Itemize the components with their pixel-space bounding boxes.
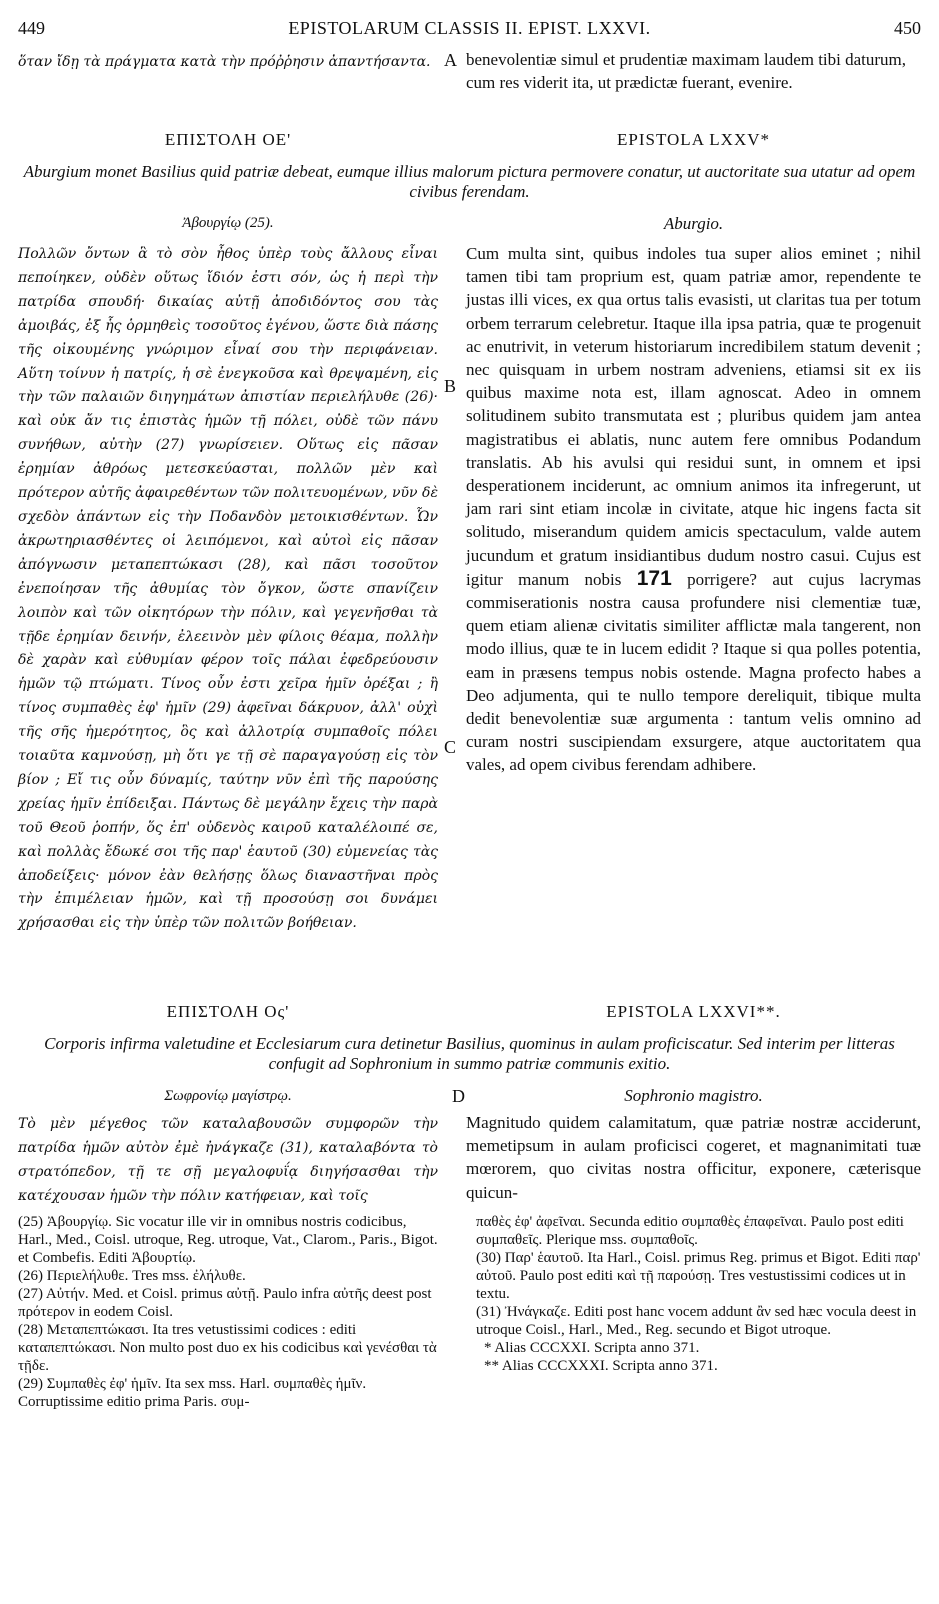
margin-marker-c: C [444, 737, 457, 757]
latin-continuation: benevolentiæ simul et prudentiæ maximam laudem tibi daturum, cum res viderit ita, ut prædictæ fuerant, evenire. [466, 50, 907, 93]
margin-marker-a: A [444, 50, 457, 70]
greek-text-76: Τὸ μὲν μέγεθος τῶν καταλαβουσῶν συμφορῶν τὴν πατρίδα ἡμῶν αὐτὸν ἐμὲ ἠνάγκαζε (31), καταλαβόντα τὸ στρατόπεδον, τῇ τε σῇ μεγαλοφυΐᾳ διηγήσασθαι τὴν κατέχουσαν ἡμῶν τὴν πόλιν κατήφειαν, καὶ τοῖς [18, 1116, 438, 1204]
greek-text-75: Πολλῶν ὄντων ἃ τὸ σὸν ἦθος ὑπὲρ τοὺς ἄλλους εἶναι πεποίηκεν, οὐδὲν οὕτως ἴδιόν ἐστι σόν, ὡς ἡ περὶ τὴν πατρίδα σπουδή· δικαίας αὐτῇ ἀποδιδόντος σου τὰς ἀμοιβάς, ἐξ ἧς ὁρμηθεὶς τοσοῦτος ἐγένου, ὥστε διὰ πάσης τῆς οἰκουμένης γνώριμον εἶναί σου τὴν περιφάνειαν. Αὕτη τοίνυν ἡ πατρίς, ἡ σὲ ἐνεγκοῦσα καὶ θρεψαμένη, εἰς τὴν τῶν παλαιῶν διηγημάτων ἀπιστίαν περιελήλυθε (26)· καὶ οὐκ ἄν τις ἐπιστὰς ἡμῶν τῇ πόλει, οὐδὲ τῶν πάνυ συνήθων, αὐτὴν (27) γνωρίσειεν. Οὕτως εἰς πᾶσαν ἐρημίαν ἀθρόως μετεσκεύασται, πολλῶν μὲν καὶ πρότερον αὐτῆς ἀφαιρεθέντων τῶν πολιτευομένων, νῦν δὲ σχεδὸν ἁπάντων εἰς τὴν Ποδανδὸν μετοικισθέντων. Ὧν ἀκρωτηριασθέντες οἱ λειπόμενοι, καὶ αὐτοὶ εἰς πᾶσαν ἀπόγνωσιν μεταπεπτώκασι (28), καὶ πᾶσι τοσοῦτον ἐνεποίησαν τῆς ἀθυμίας τὸν ὄγκον, ὥστε σπανίζειν λοιπὸν καὶ τῶν οἰκητόρων τὴν πόλιν, καὶ γεγενῆσθαι τὰ τῇδε ἐρημίαν δεινήν, ἐλεεινὸν μὲν φίλοις θέαμα, πολλὴν δὲ χαρὰν καὶ εὐθυμίαν φέρον τοῖς πάλαι ἐφεδρεύουσιν ἡμῶν τῷ πτώματι. Τίνος οὖν ἐστι χεῖρα ἡμῖν ὀρέξαι ; ἢ τίνος συμπαθὲς ἐφ' ἡμῖν (29) ἀφεῖναι δάκρυον, ἀλλ' οὐχὶ τῆς σῆς ἡμερότητος, ὃς καὶ ἀλλοτρίᾳ συμπαθοῖς πόλει τοιαῦτα καμνούσῃ, μὴ ὅτι γε τῇ σὲ παραγαγούσῃ εἰς τὸν βίον ; Εἴ τις οὖν δύναμίς, ταύτην νῦν ἐπὶ τῆς παρούσης χρείας ἡμῖν ἐπίδειξαι. Πάντως δὲ μεγάλην ἔχεις τὴν παρὰ τοῦ Θεοῦ ῥοπήν, ὅς ἐπ' οὐδενὸς καιροῦ καταλέλοιπέ σε, καὶ πολλὰς ἔδωκέ σοι τῆς παρ' ἑαυτοῦ (30) εὐμενείας τὰς ἀποδείξεις· μόνον ἐὰν θελήσῃς ὅλως διαναστῆναι πρὸς τὴν ἐπιμέλειαν ἡμῶν, καὶ τῇ προσούσῃ σοι δυνάμει χρήσασθαι εἰς τὴν ὑπὲρ τῶν πολιτῶν βοήθειαν. [18, 246, 438, 932]
latin-text-76: Magnitudo quidem calamitatum, quæ patriæ nostræ acciderunt, memetipsum in aulam proficisci cogeret, et magnanimitati tuæ mœrorem, quo civitas nostra officitur, exponere, cæterisque quicun- [466, 1113, 921, 1202]
latin-epistle-title-76: EPISTOLA LXXVI**. [606, 1002, 781, 1021]
footnote: (30) Παρ' ἑαυτοῦ. Ita Harl., Coisl. primus Reg. primus et Bigot. Editi παρ' αὐτοῦ. Paulo post editi καὶ τῇ παρούσῃ. Tres vestustissimi codices ut in textu. [476, 1250, 921, 1302]
greek-epistle-title-75: ΕΠΙΣΤΟΛΗ ΟΕ' [164, 130, 292, 149]
page-number-right: 450 [894, 18, 921, 38]
greek-continuation: ὅταν ἴδῃ τὰ πράγματα κατὰ τὴν πρόῤῥησιν ἀπαντήσαντα. [18, 54, 431, 70]
footnote: (31) Ἠνάγκαζε. Editi post hanc vocem addunt ἂν sed hæc vocula deest in utroque Coisl., Harl., Med., Reg. secundo et Bigot utroque. [476, 1304, 917, 1338]
footnote: παθὲς ἐφ' ἀφεῖναι. Secunda editio συμπαθὲς ἐπαφεῖναι. Paulo post editi συμπαθεῖς. Plerique mss. συμπαθοῖς. [476, 1214, 904, 1248]
latin-epistle-title-75: EPISTOLA LXXV* [617, 130, 770, 149]
running-title: EPISTOLARUM CLASSIS II. EPIST. LXXVI. [288, 18, 651, 38]
latin-addressee-75: Aburgio. [663, 214, 724, 233]
greek-addressee-75: Ἀβουργίῳ (25). [182, 215, 274, 231]
latin-text-75-part-a: Cum multa sint, quibus indoles tua super alios eminet ; nihil tamen tibi tam proprium est, quam patriæ amor, rependente te justas illi vices, ex qua ortus talis evasisti, ut claritas tua per totum orbem terrarum celebretur. Itaque illa ipsa patria, quæ te progenuit ac enutrivit, in veterum historiarum incredibilem statum devenit ; nec quisquam in urbem nostram adveniens, etiamsi sit ex iis quibus maxime nota est, illam agnoscat. Adeo in omnem solitudinem subito transmutata est ; pluribus quidem jam antea magistratibus ei ablatis, nunc autem fere omnibus Podandum translatis. Ab his avulsi qui residui sunt, in omnem et ipsi desperationem inciderunt, ac omnium animos ita infregerunt, ut jam rari sint etiam incolæ in civitate, atque hic ingens facta sit solitudo, miserandum quidem amicis spectaculum, valde autem jucundum et gratum insidiantibus dudum nostro casui. Cujus est igitur manum nobis [466, 244, 921, 589]
greek-addressee-76: Σωφρονίῳ μαγίστρῳ. [164, 1088, 292, 1104]
footnotes-right [476, 1213, 921, 1375]
epistle-summary-76: Corporis infirma valetudine et Ecclesiarum cura detinetur Basilius, quominus in aulam proficiscatur. Sed interim per litteras confugit ad Sophronium in summo patriæ communis exitio. [44, 1034, 895, 1073]
margin-marker-d: D [452, 1086, 465, 1106]
epistle-summary-75: Aburgium monet Basilius quid patriæ debeat, eumque illius malorum pictura permovere conatur, ut auctoritate sua utatur ad opem civibus ferendam. [23, 162, 916, 201]
footnote: (29) Συμπαθὲς ἐφ' ἡμῖν. Ita sex mss. Harl. συμπαθὲς ἡμῖν. Corruptissime editio prima Paris. συμ- [18, 1376, 367, 1410]
footnote: (27) Αὐτήν. Med. et Coisl. primus αὐτῇ. Paulo infra αὐτῆς deest post πρότερον in eodem Coisl. [18, 1286, 432, 1320]
footnote: (25) Ἀβουργίῳ. Sic vocatur ille vir in omnibus nostris codicibus, Harl., Med., Coisl. utroque, Reg. utroque, Vat., Clarom., Paris., Bigot. et Combefis. Editi Ἀβουρτίῳ. [18, 1214, 438, 1266]
page-number-left: 449 [18, 18, 45, 38]
footnote: ** Alias CCCXXXI. Scripta anno 371. [484, 1358, 718, 1374]
greek-epistle-title-76: ΕΠΙΣΤΟΛΗ Ος' [166, 1002, 290, 1021]
margin-marker-b: B [444, 376, 457, 396]
latin-text-75 [466, 242, 921, 777]
footnote: (28) Μεταπεπτώκασι. Ita tres vetustissimi codices : editi καταπεπτώκασι. Non multo post duo ex his codicibus καὶ γενέσθαι τὰ τῇδε. [18, 1322, 437, 1374]
latin-text-75-part-b: porrigere? aut cujus lacrymas commiserationis nostra causa profundere nisi clementiæ tuæ, quem etiam alienæ civitatis similiter afflictæ mala tangerent, non modo illius, quæ te in lucem edidit ? Itaque si qua polles potentia, eam in præsens tempus nobis ostende. Magna profecto habes a Deo adjumenta, qui te nullo tempore dereliquit, tibique multa dedit benevolentiæ suæ argumenta : tantum velis omnino ad curam nostri suscipiendam exsurgere, atque auctoritatem qua vales, ad opem civibus ferendam adhibere. [466, 569, 922, 775]
running-header [18, 18, 921, 42]
latin-addressee-76: Sophronio magistro. [624, 1086, 763, 1105]
footnote: * Alias CCCXXI. Scripta anno 371. [484, 1340, 700, 1356]
footnotes-left [18, 1213, 438, 1411]
footnote: (26) Περιελήλυθε. Tres mss. ἐλήλυθε. [18, 1268, 246, 1284]
inline-page-number: 171 [636, 566, 672, 590]
